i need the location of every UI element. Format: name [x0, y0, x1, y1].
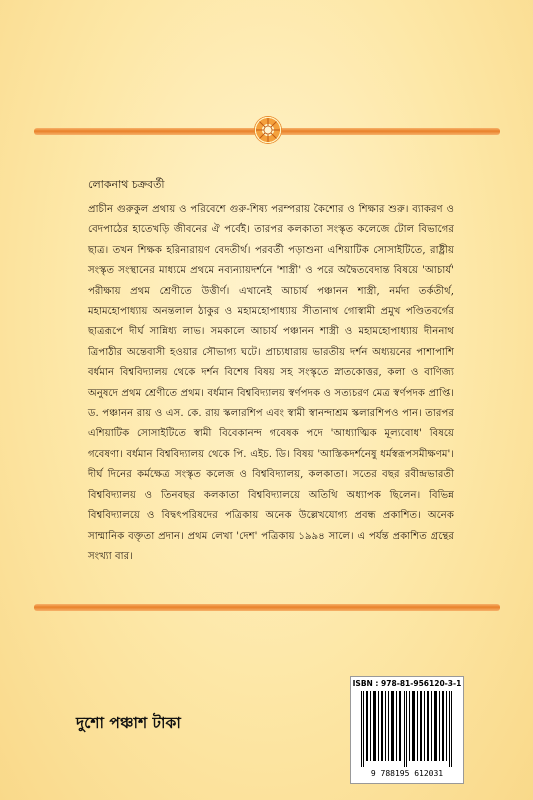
isbn-text: ISBN : 978-81-956120-3-1 [352, 679, 462, 688]
author-name: লোকনাথ চক্রবর্তী [88, 178, 165, 191]
flower-ornament-icon [254, 116, 282, 144]
barcode-icon [359, 691, 455, 767]
barcode-number: 9 788195 612031 [370, 769, 444, 778]
price-label: দুশো পঞ্চাশ টাকা [76, 714, 181, 732]
author-biography: প্রাচীন গুরুকুল প্রথায় ও পরিবেশে গুরু-শিষ্য পরম্পরায় কৈশোর ও শিক্ষার শুরু। ব্যাকরণ ও বেদপাঠের হাতেখড়ি জীবনের ঐ পর্বেই। তারপর কলকাতা সংস্কৃত কলেজে টোল বিভাগের ছাত্র। তখন শিক্ষক হরিনারায়ণ বেদতীর্থ। পরবর্তী পড়াশুনা এশিয়াটিক সোসাইটিতে, রাষ্ট্রীয় সংস্কৃত সংস্থানের মাধ্যমে প্রথমে নব্যন্যায়দর্শনে 'শাস্ত্রী' ও পরে অদ্বৈতবেদান্ত বিষয়ে 'আচার্য' পরীক্ষায় প্রথম শ্রেণীতে উত্তীর্ণ। এখানেই আচার্য পঞ্চানন শাস্ত্রী, নর্মদা তর্কতীর্থ, মহামহোপাধ্যায় অনন্তলাল ঠাকুর ও মহামহোপাধ্যায় সীতানাথ গোস্বামী প্রমুখ পণ্ডিতবর্গের ছাত্ররূপে দীর্ঘ সান্নিধ্য লাভ। সমকালে আচার্য পঞ্চানন শাস্ত্রী ও মহামহোপাধ্যায় দীননাথ ত্রিপাঠীর অন্তেবাসী হওয়ার সৌভাগ্য ঘটে। প্রাচ্যধারায় ভারতীয় দর্শন অধ্যয়নের পাশাপাশি বর্ধমান বিশ্ববিদ্যালয় থেকে দর্শন বিশেষ বিষয় সহ সংস্কৃতে স্নাতকোত্তর, কলা ও বাণিজ্য অনুষদে প্রথম শ্রেণীতে প্রথম। বর্ধমান বিশ্ববিদ্যালয় স্বর্ণপদক ও সত্যচরণ মেত্র স্বর্ণপদক প্রাপ্তি। ড. পঞ্চানন রায় ও এস. কে. রায় স্কলারশিপ এবং স্বামী স্বানন্দাশ্রম স্কলারশিপও পান। তারপর এশিয়াটিক সোসাইটিতে স্বামী বিবেকানন্দ গবেষক পদে 'আধ্যাত্মিক মূল্যবোধ' বিষয়ে গবেষণা। বর্ধমান বিশ্ববিদ্যালয় থেকে পি. এইচ. ডি। বিষয় 'আস্তিকদর্শনেষু ধর্মস্বরূপসমীক্ষণম'। দীর্ঘ দিনের কর্মক্ষেত্র সংস্কৃত কলেজ ও বিশ্ববিদ্যালয়, কলকাতা। সতের বছর রবীন্দ্রভারতী বিশ্ববিদ্যালয় ও তিনবছর কলকাতা বিশ্ববিদ্যালয়ে অতিথি অধ্যাপক ছিলেন। বিভিন্ন বিশ্ববিদ্যালয়ে ও বিদ্বৎপরিষদের পত্রিকায় অনেক উল্লেখযোগ্য প্রবন্ধ প্রকাশিত। অনেক সাম্মানিক বক্তৃতা প্রদান। প্রথম লেখা 'দেশ' পত্রিকায় ১৯৯৪ সালে। এ পর্যন্ত প্রকাশিত গ্রন্থের সংখ্যা বার। [88, 204, 454, 562]
isbn-barcode-box [350, 676, 464, 784]
bottom-ornamental-rule [34, 604, 500, 611]
